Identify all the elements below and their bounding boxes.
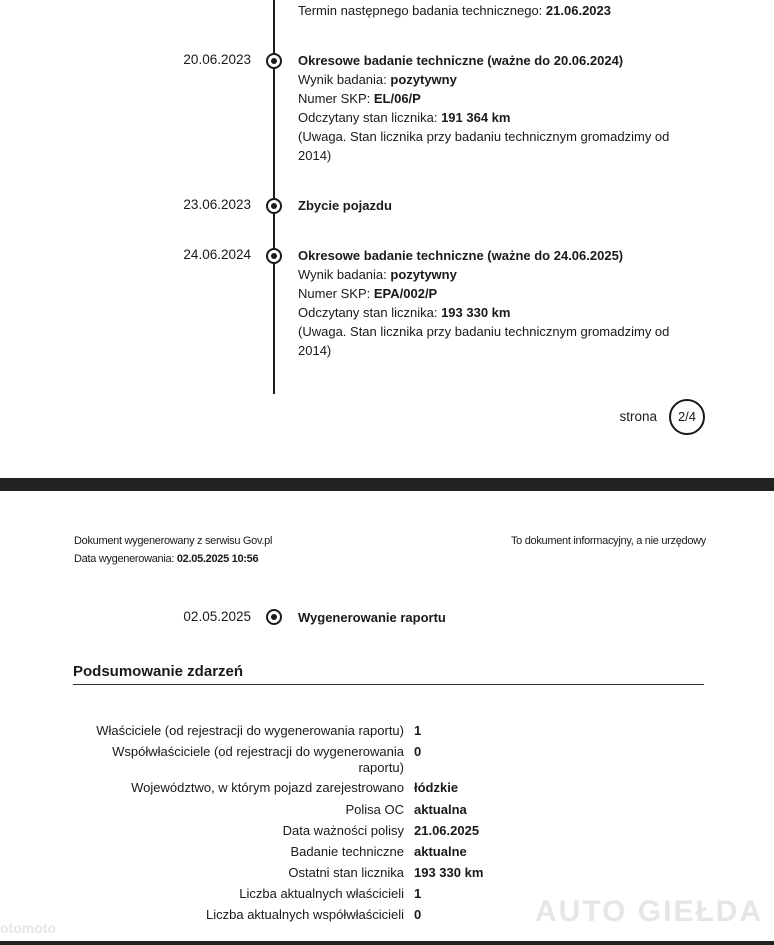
watermark-left: otomoto — [0, 920, 56, 936]
timeline-event — [298, 608, 678, 627]
next-inspection-entry — [298, 1, 678, 20]
timeline-dot-icon — [266, 248, 282, 264]
event-title: Okresowe badanie techniczne (ważne do 24.06.2025) — [298, 248, 624, 263]
disclaimer: To dokument informacyjny, a nie urzędowy — [510, 535, 706, 547]
generated-date-value: 02.05.2025 10:56 — [176, 553, 259, 565]
summary-value: aktualne — [414, 844, 467, 859]
summary-value: aktualna — [414, 802, 467, 817]
pager-label: strona — [619, 409, 657, 424]
event-title: Wygenerowanie raportu — [298, 610, 446, 625]
summary-key: Współwłaściciele (od rejestracji do wygenerowania raportu) — [112, 744, 404, 775]
timeline-event — [298, 246, 678, 360]
skp-label: Numer SKP: — [298, 91, 371, 106]
generated-date-line — [74, 553, 258, 565]
event-title: Zbycie pojazdu — [298, 198, 392, 213]
event-date: 24.06.2024 — [183, 247, 251, 262]
result-line — [298, 70, 678, 89]
summary-value: łódzkie — [414, 780, 459, 795]
page-number-badge: 2/4 — [669, 399, 705, 435]
odometer-note: (Uwaga. Stan licznika przy badaniu technicznym gromadzimy od 2014) — [298, 324, 670, 358]
result-line — [298, 265, 678, 284]
odometer-line — [298, 303, 678, 322]
odometer-label: Odczytany stan licznika: — [298, 110, 438, 125]
next-inspection-label: Termin następnego badania technicznego: — [298, 3, 543, 18]
result-value: pozytywny — [390, 267, 457, 282]
odometer-note: (Uwaga. Stan licznika przy badaniu technicznym gromadzimy od 2014) — [298, 129, 670, 163]
summary-key: Właściciele (od rejestracji do wygenerowania raportu) — [96, 723, 404, 738]
summary-key: Liczba aktualnych współwłaścicieli — [206, 907, 404, 922]
odometer-line — [298, 108, 678, 127]
page-bottom-edge — [0, 941, 774, 945]
event-date: 23.06.2023 — [183, 197, 251, 212]
result-label: Wynik badania: — [298, 72, 387, 87]
timeline-dot-icon — [266, 609, 282, 625]
result-label: Wynik badania: — [298, 267, 387, 282]
result-value: pozytywny — [390, 72, 457, 87]
odometer-value: 191 364 km — [441, 110, 511, 125]
event-title: Okresowe badanie techniczne (ważne do 20.06.2024) — [298, 53, 624, 68]
skp-label: Numer SKP: — [298, 286, 371, 301]
summary-value: 0 — [414, 907, 422, 922]
timeline-event — [298, 196, 678, 215]
summary-key: Data ważności polisy — [282, 823, 404, 838]
event-date: 02.05.2025 — [183, 609, 251, 624]
summary-value: 1 — [414, 886, 422, 901]
skp-line — [298, 284, 678, 303]
summary-rule — [73, 684, 704, 685]
odometer-value: 193 330 km — [441, 305, 511, 320]
timeline-dot-icon — [266, 53, 282, 69]
generated-by: Dokument wygenerowany z serwisu Gov.pl — [74, 535, 273, 547]
summary-value: 1 — [414, 723, 422, 738]
skp-value: EL/06/P — [373, 91, 421, 106]
summary-key: Województwo, w którym pojazd zarejestrowano — [131, 780, 404, 795]
summary-value: 0 — [414, 744, 422, 759]
summary-key: Badanie techniczne — [290, 844, 404, 859]
watermark-logo: AUTO GIEŁDA — [535, 895, 764, 928]
skp-line — [298, 89, 678, 108]
summary-key: Ostatni stan licznika — [288, 865, 404, 880]
generated-date-label: Data wygenerowania: — [74, 553, 175, 565]
summary-key: Liczba aktualnych właścicieli — [239, 886, 404, 901]
event-date: 20.06.2023 — [183, 52, 251, 67]
odometer-label: Odczytany stan licznika: — [298, 305, 438, 320]
summary-value: 21.06.2025 — [414, 823, 480, 838]
next-inspection-value: 21.06.2023 — [545, 3, 611, 18]
skp-value: EPA/002/P — [373, 286, 438, 301]
page-divider — [0, 478, 774, 491]
summary-title: Podsumowanie zdarzeń — [73, 663, 244, 680]
timeline-dot-icon — [266, 198, 282, 214]
summary-value: 193 330 km — [414, 865, 484, 880]
timeline-event — [298, 51, 678, 165]
summary-key: Polisa OC — [345, 802, 404, 817]
